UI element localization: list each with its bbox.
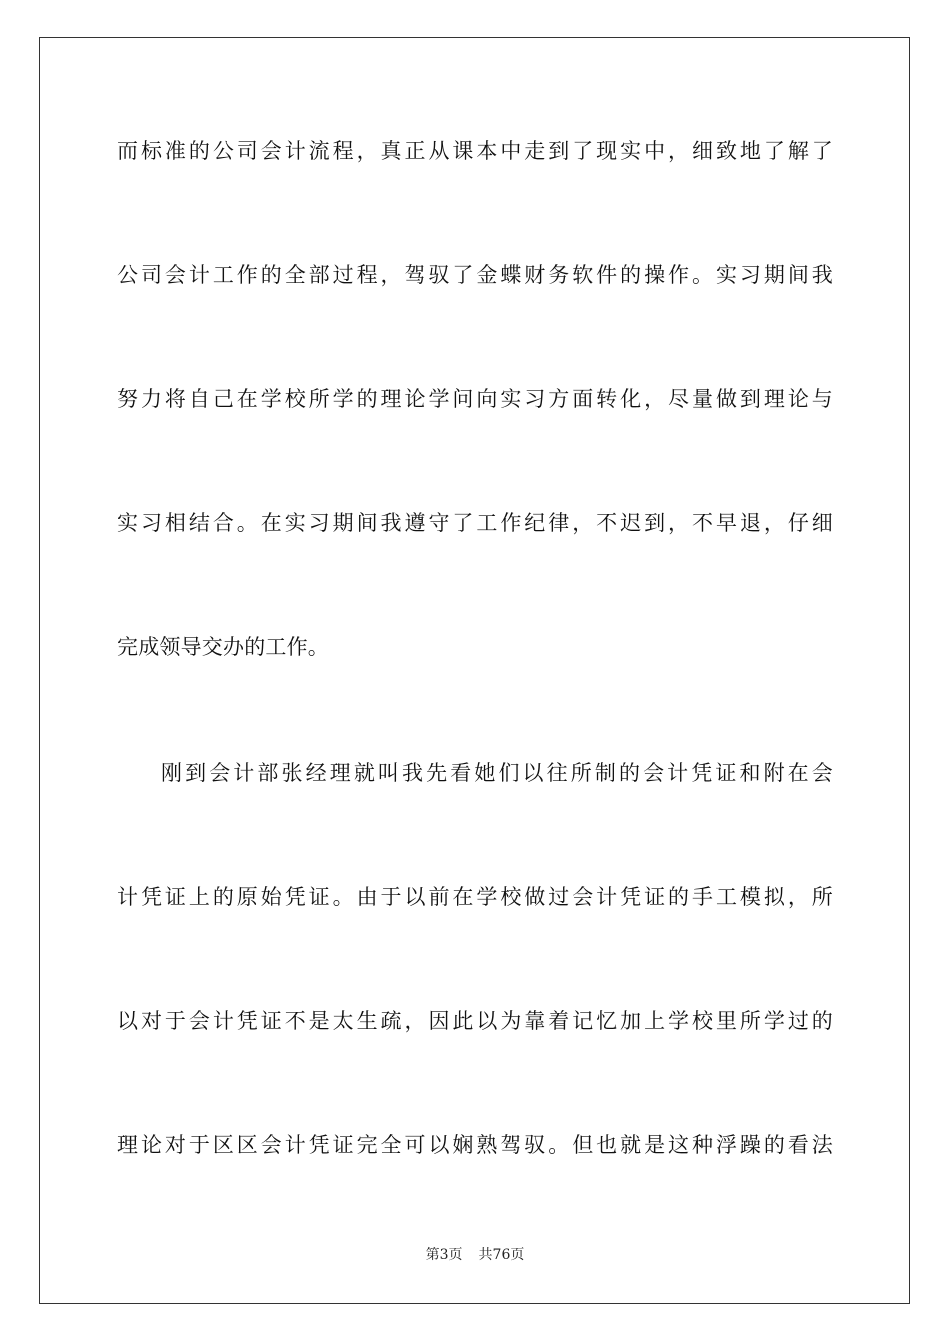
page-number: 第3页 — [425, 1247, 463, 1263]
paragraph-line: 公司会计工作的全部过程，驾驭了金蝶财务软件的操作。实习期间我 — [117, 263, 833, 287]
page-total: 共76页 — [478, 1247, 525, 1263]
paragraph-line: 实习相结合。在实习期间我遵守了工作纪律，不迟到，不早退，仔细 — [117, 511, 833, 535]
paragraph-line: 努力将自己在学校所学的理论学问向实习方面转化，尽量做到理论与 — [117, 387, 833, 411]
page-border — [39, 37, 910, 1304]
paragraph-line: 而标准的公司会计流程，真正从课本中走到了现实中，细致地了解了 — [117, 139, 833, 163]
paragraph-line: 刚到会计部张经理就叫我先看她们以往所制的会计凭证和附在会 — [161, 761, 833, 785]
page-footer — [0, 1246, 950, 1264]
paragraph-line: 计凭证上的原始凭证。由于以前在学校做过会计凭证的手工模拟，所 — [117, 885, 833, 909]
paragraph-line: 以对于会计凭证不是太生疏，因此以为靠着记忆加上学校里所学过的 — [117, 1009, 833, 1033]
paragraph-line: 理论对于区区会计凭证完全可以娴熟驾驭。但也就是这种浮躁的看法 — [117, 1133, 833, 1157]
paragraph-line: 完成领导交办的工作。 — [117, 635, 329, 659]
